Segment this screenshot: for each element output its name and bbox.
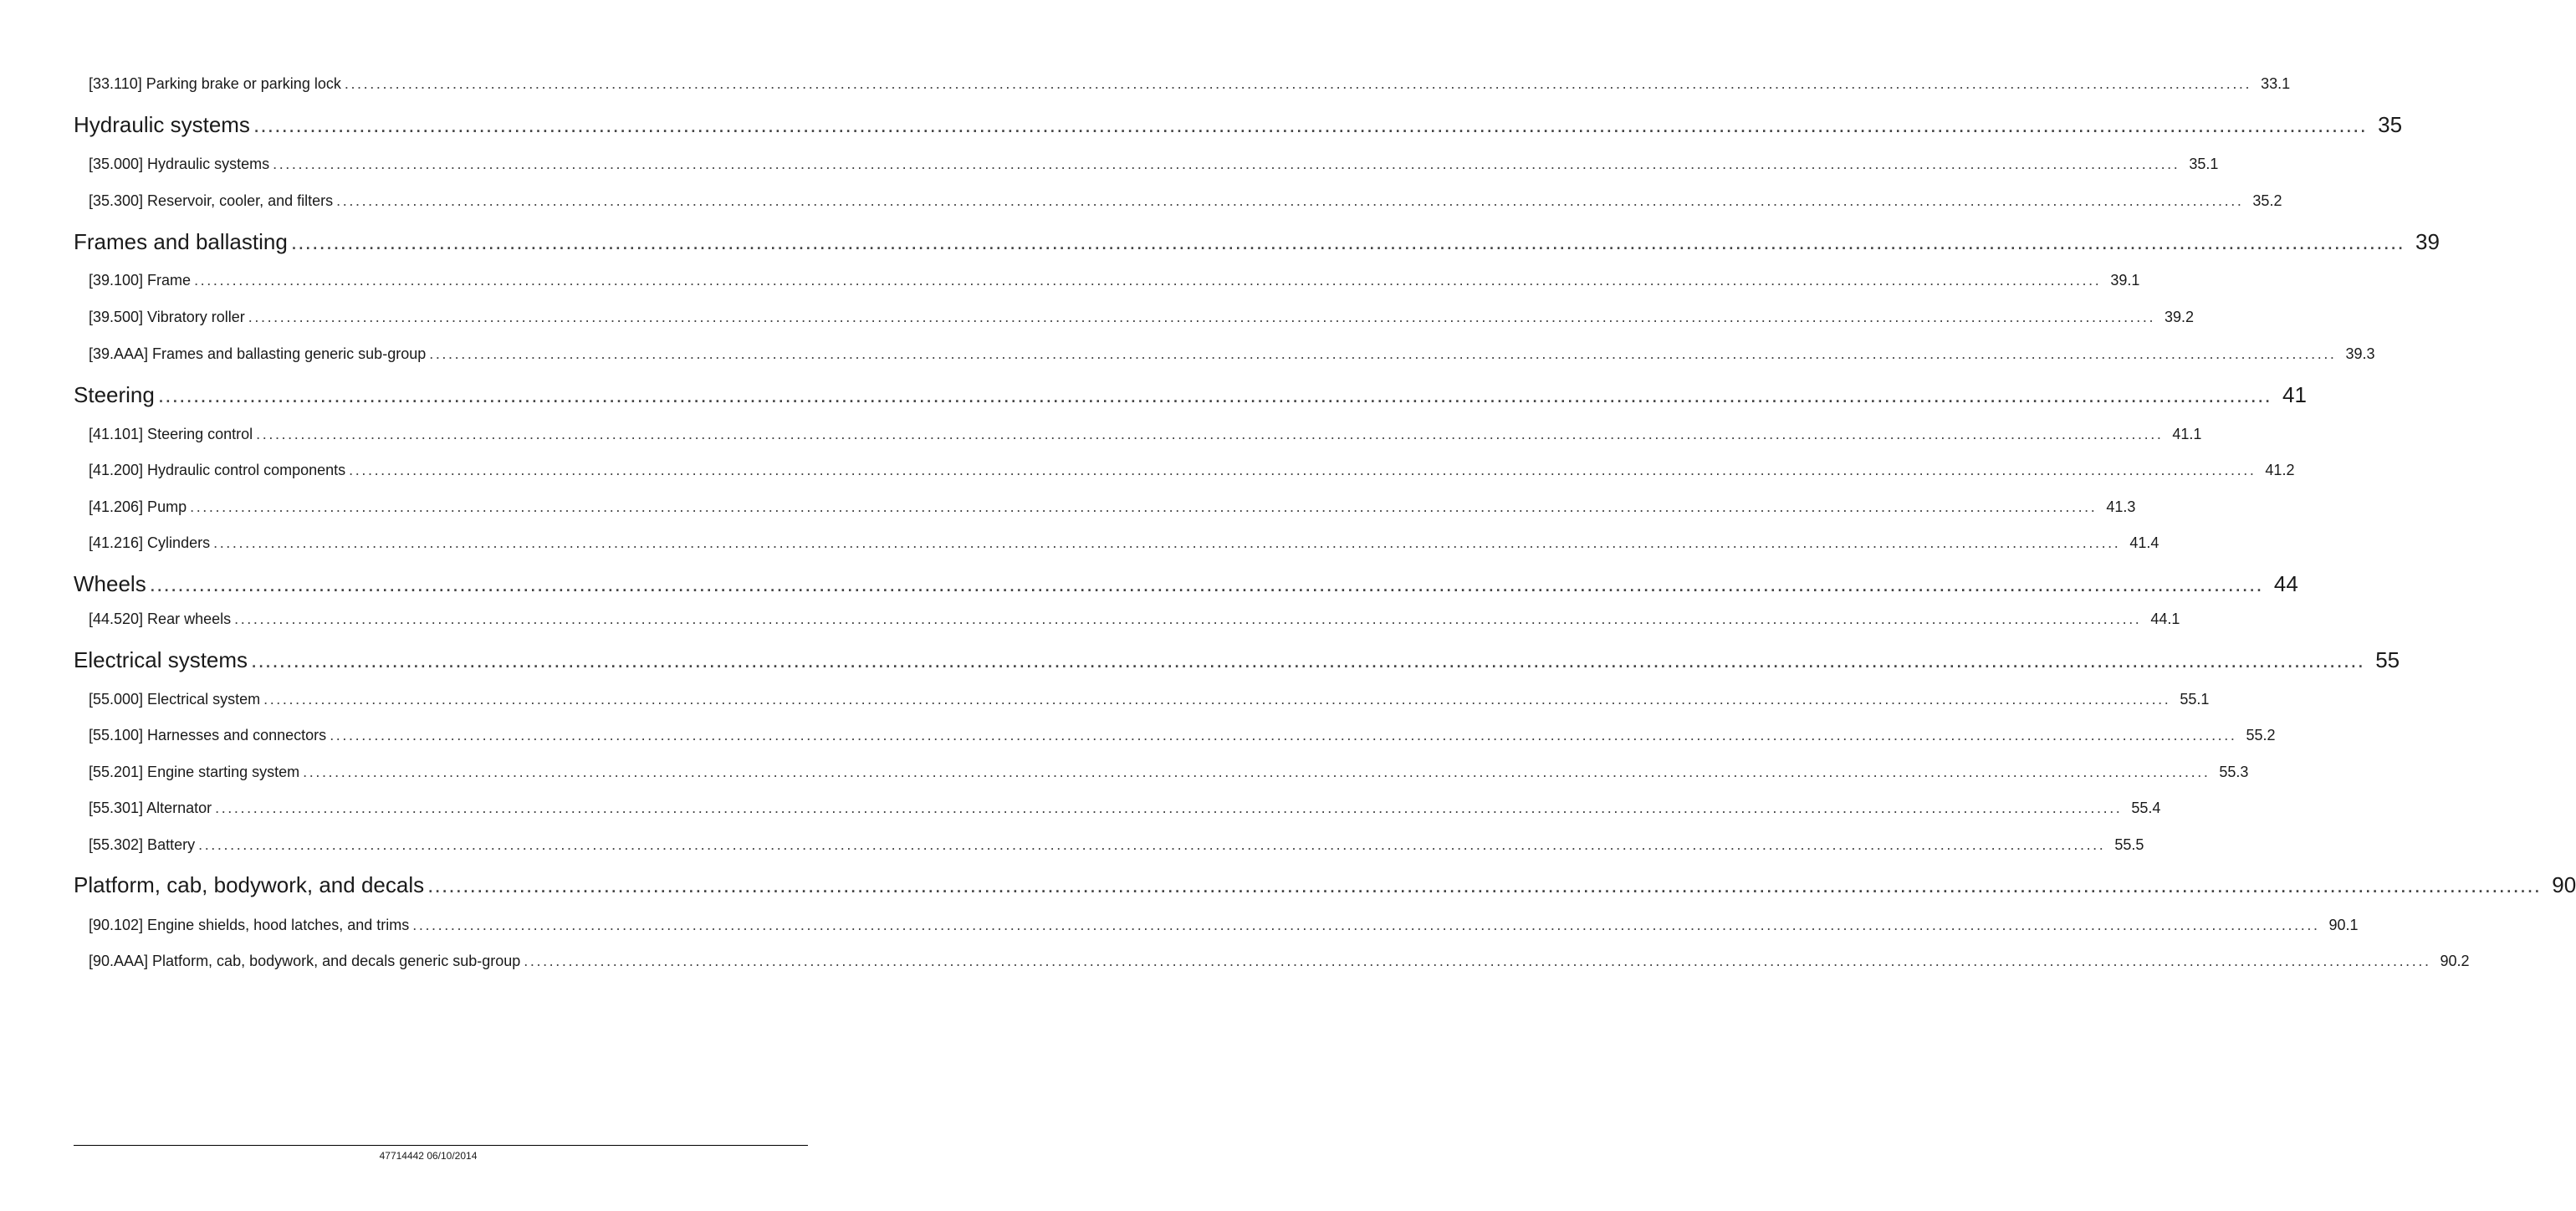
toc-group-page: 44 <box>2273 571 2298 596</box>
dot-leader: ............................................................................................................................................................................................................................................................................................................ <box>253 112 2368 137</box>
toc-entry-page: 41.2 <box>2265 462 2295 478</box>
toc-entry-page: 41.4 <box>2129 534 2159 551</box>
toc-entry-90-102[interactable] <box>74 917 2359 934</box>
toc-entry-label: [55.302] Battery <box>89 836 196 853</box>
dot-leader: ............................................................................................................................................................................................................................................................................................................ <box>157 382 2272 407</box>
dot-leader: ............................................................................................................................................................................................................................................................................................................ <box>429 345 2337 362</box>
toc-entry-33-110[interactable] <box>74 75 2291 93</box>
toc-entry-label: [41.216] Cylinders <box>89 534 211 551</box>
toc-entry-page: 35.2 <box>2252 192 2282 209</box>
dot-leader: ............................................................................................................................................................................................................................................................................................................ <box>149 571 2263 596</box>
dot-leader: ............................................................................................................................................................................................................................................................................................................ <box>344 75 2252 92</box>
toc-group-page: 39 <box>2415 229 2440 254</box>
toc-group-page: 41 <box>2282 382 2307 407</box>
toc-entry-label: [55.301] Alternator <box>89 800 212 816</box>
toc-entry-page: 35.1 <box>2189 156 2219 172</box>
dot-leader: ............................................................................................................................................................................................................................................................................................................ <box>349 462 2257 478</box>
toc-group-electrical-systems[interactable] <box>74 647 2400 673</box>
dot-leader: ............................................................................................................................................................................................................................................................................................................ <box>336 192 2244 209</box>
toc-entry-page: 41.1 <box>2172 426 2202 442</box>
toc-entry-label: [33.110] Parking brake or parking lock <box>89 75 341 92</box>
dot-leader: ............................................................................................................................................................................................................................................................................................................ <box>427 872 2542 897</box>
toc-entry-label: [41.101] Steering control <box>89 426 253 442</box>
toc-entry-55-100[interactable] <box>74 727 2276 744</box>
toc-entry-41-101[interactable] <box>74 426 2202 443</box>
toc-entry-page: 90.2 <box>2440 953 2470 969</box>
toc-group-label: Wheels <box>74 571 146 596</box>
toc-group-steering[interactable] <box>74 382 2307 408</box>
toc-group-platform-cab-bodywork-decals[interactable] <box>74 872 2576 898</box>
toc-entry-page: 39.1 <box>2110 272 2140 289</box>
toc-entry-55-201[interactable] <box>74 764 2249 781</box>
dot-leader: ............................................................................................................................................................................................................................................................................................................ <box>524 953 2431 969</box>
toc-entry-41-200[interactable] <box>74 462 2295 479</box>
toc-entry-page: 55.1 <box>2180 691 2210 708</box>
dot-leader: ............................................................................................................................................................................................................................................................................................................ <box>198 836 2106 853</box>
toc-entry-page: 55.5 <box>2114 836 2144 853</box>
dot-leader: ............................................................................................................................................................................................................................................................................................................ <box>194 272 2102 289</box>
footer-doc-id-date: 47714442 06/10/2014 <box>379 1150 478 1162</box>
dot-leader: ............................................................................................................................................................................................................................................................................................................ <box>215 800 2123 816</box>
toc-entry-55-302[interactable] <box>74 836 2144 854</box>
dot-leader: ............................................................................................................................................................................................................................................................................................................ <box>234 611 2142 627</box>
toc-entry-label: [55.100] Harnesses and connectors <box>89 727 327 743</box>
toc-entry-label: [39.100] Frame <box>89 272 192 289</box>
toc-entry-55-000[interactable] <box>74 691 2210 708</box>
dot-leader: ............................................................................................................................................................................................................................................................................................................ <box>256 426 2164 442</box>
toc-entry-page: 55.2 <box>2246 727 2276 743</box>
toc-entry-90-aaa[interactable] <box>74 953 2470 970</box>
toc-entry-page: 33.1 <box>2261 75 2291 92</box>
toc-entry-41-206[interactable] <box>74 498 2136 516</box>
toc-group-label: Electrical systems <box>74 647 248 672</box>
toc-entry-41-216[interactable] <box>74 534 2159 552</box>
toc-entry-page: 44.1 <box>2150 611 2180 627</box>
toc-entry-label: [90.102] Engine shields, hood latches, and trims <box>89 917 410 933</box>
toc-entry-label: [41.206] Pump <box>89 498 187 515</box>
footer-divider <box>74 1145 808 1146</box>
toc-group-label: Hydraulic systems <box>74 112 250 137</box>
toc-entry-label: [90.AAA] Platform, cab, bodywork, and decals generic sub-group <box>89 953 521 969</box>
dot-leader: ............................................................................................................................................................................................................................................................................................................ <box>412 917 2320 933</box>
toc-entry-label: [35.300] Reservoir, cooler, and filters <box>89 192 334 209</box>
dot-leader: ............................................................................................................................................................................................................................................................................................................ <box>251 647 2365 672</box>
toc-entry-page: 90.1 <box>2328 917 2359 933</box>
toc-entry-44-520[interactable] <box>74 611 2180 628</box>
dot-leader: ............................................................................................................................................................................................................................................................................................................ <box>190 498 2098 515</box>
toc-entry-page: 39.2 <box>2165 309 2195 325</box>
dot-leader: ............................................................................................................................................................................................................................................................................................................ <box>263 691 2171 708</box>
toc-entry-label: [39.AAA] Frames and ballasting generic sub-group <box>89 345 427 362</box>
toc-entry-label: [41.200] Hydraulic control components <box>89 462 346 478</box>
toc-entry-label: [39.500] Vibratory roller <box>89 309 245 325</box>
toc-group-page: 90 <box>2552 872 2576 897</box>
toc-group-label: Steering <box>74 382 155 407</box>
dot-leader: ............................................................................................................................................................................................................................................................................................................ <box>290 229 2405 254</box>
toc-entry-label: [35.000] Hydraulic systems <box>89 156 270 172</box>
toc-group-page: 55 <box>2375 647 2400 672</box>
dot-leader: ............................................................................................................................................................................................................................................................................................................ <box>273 156 2180 172</box>
toc-entry-label: [55.000] Electrical system <box>89 691 261 708</box>
toc-group-wheels[interactable] <box>74 571 2298 597</box>
toc-entry-page: 55.4 <box>2131 800 2161 816</box>
toc-entry-page: 41.3 <box>2106 498 2136 515</box>
dot-leader: ............................................................................................................................................................................................................................................................................................................ <box>213 534 2121 551</box>
toc-group-page: 35 <box>2378 112 2403 137</box>
toc-entry-39-500[interactable] <box>74 309 2195 326</box>
toc-group-label: Platform, cab, bodywork, and decals <box>74 872 425 897</box>
toc-group-hydraulic-systems[interactable] <box>74 112 2403 138</box>
dot-leader: ............................................................................................................................................................................................................................................................................................................ <box>303 764 2211 780</box>
dot-leader: ............................................................................................................................................................................................................................................................................................................ <box>248 309 2156 325</box>
toc-entry-label: [55.201] Engine starting system <box>89 764 300 780</box>
toc-entry-page: 39.3 <box>2345 345 2375 362</box>
toc-group-frames-and-ballasting[interactable] <box>74 229 2440 255</box>
dot-leader: ............................................................................................................................................................................................................................................................................................................ <box>330 727 2237 743</box>
toc-entry-35-000[interactable] <box>74 156 2219 173</box>
toc-entry-label: [44.520] Rear wheels <box>89 611 232 627</box>
toc-group-label: Frames and ballasting <box>74 229 288 254</box>
toc-entry-55-301[interactable] <box>74 800 2161 817</box>
toc-entry-35-300[interactable] <box>74 192 2282 210</box>
toc-entry-page: 55.3 <box>2219 764 2249 780</box>
toc-entry-39-aaa[interactable] <box>74 345 2375 363</box>
toc-entry-39-100[interactable] <box>74 272 2140 289</box>
